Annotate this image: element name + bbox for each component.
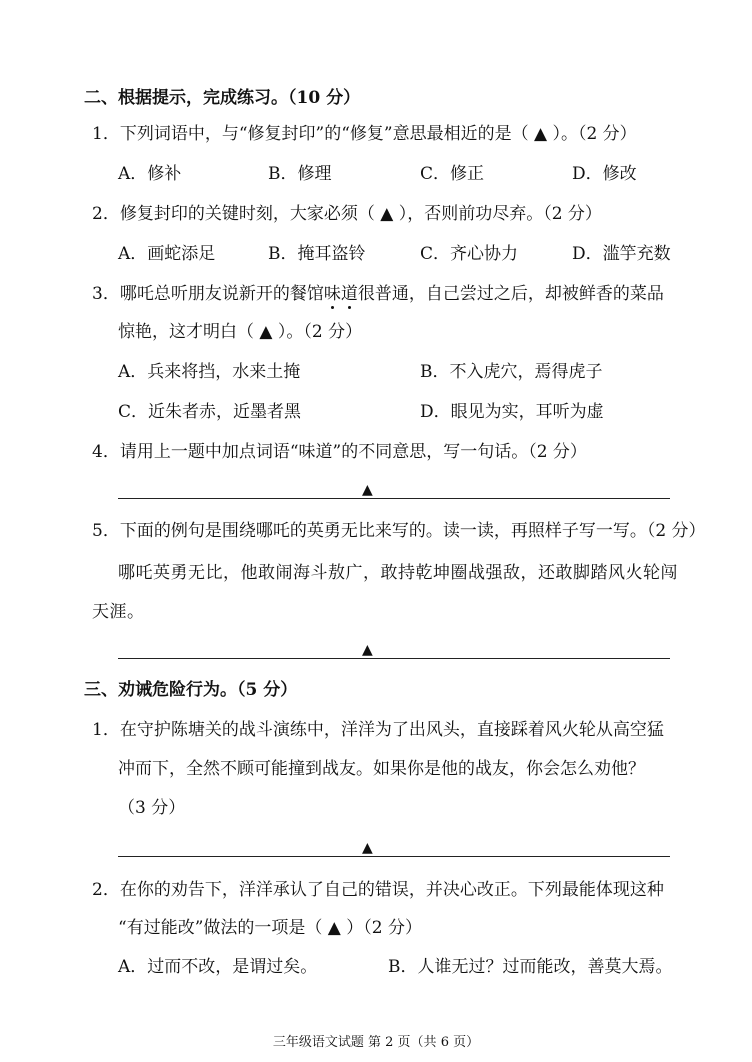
q5-stem: 5．下面的例句是围绕哪吒的英勇无比来写的。读一读，再照样子写一写。（2 分） [92,521,706,541]
emphasis-dot-char: 道 [340,284,358,304]
q1-option-d: D．修改 [572,164,637,184]
q1-stem: 1．下列词语中，与“修复封印”的“修复”意思最相近的是（ ▲ ）。（2 分） [92,124,637,144]
s3-q2-option-a: A．过而不改，是谓过矣。 [118,957,318,977]
q3-line1 [92,282,664,306]
q2-option-b: B．掩耳盗铃 [268,244,366,264]
s3-q1-line3: （3 分） [118,798,186,818]
q4-answer-line[interactable] [118,498,670,499]
s3-q1-answer-line[interactable] [118,856,670,857]
q2-option-d: D．滥竽充数 [572,244,671,264]
q3-option-a: A．兵来将挡，水来土掩 [118,362,301,382]
q5-example-line2: 天涯。 [92,602,145,622]
q3-option-b: B．不入虎穴，焉得虎子 [420,362,603,382]
q1-option-a: A．修补 [118,164,182,184]
q2-option-a: A．画蛇添足 [118,244,216,264]
emphasis-dot-char: 味 [323,284,341,304]
q4-stem: 4．请用上一题中加点词语“味道”的不同意思，写一句话。（2 分） [92,442,587,462]
section3-title: 三、劝诫危险行为。（5 分） [84,680,298,700]
page-footer: 三年级语文试题 第 2 页（共 6 页） [272,1035,480,1050]
s3-q2-line1: 2．在你的劝告下，洋洋承认了自己的错误，并决心改正。下列最能体现这种 [92,880,664,900]
q1-option-b: B．修理 [268,164,332,184]
answer-triangle-icon: ▲ [362,482,373,498]
answer-triangle-icon: ▲ [362,840,373,856]
q3-line2: 惊艳，这才明白（ ▲ ）。（2 分） [118,322,363,342]
q5-answer-line[interactable] [118,658,670,659]
q5-example-line1: 哪吒英勇无比，他敢闹海斗敖广，敢持乾坤圈战强敌，还敢脚踏风火轮闯 [118,563,678,583]
answer-triangle-icon: ▲ [362,642,373,658]
q2-option-c: C．齐心协力 [420,244,519,264]
q3-line1-pre: 3．哪吒总听朋友说新开的餐馆 [92,284,324,304]
q2-stem: 2．修复封印的关键时刻，大家必须（ ▲ ），否则前功尽弃。（2 分） [92,204,602,224]
q3-option-d: D．眼见为实，耳听为虚 [420,402,604,422]
q3-option-c: C．近朱者赤，近墨者黑 [118,402,302,422]
s3-q2-line2: “有过能改”做法的一项是（ ▲ ）（2 分） [118,918,422,938]
s3-q1-line1: 1．在守护陈塘关的战斗演练中，洋洋为了出风头，直接踩着风火轮从高空猛 [92,720,664,740]
q3-line1-post: 很普通，自己尝过之后，却被鲜香的菜品 [357,284,664,304]
q1-option-c: C．修正 [420,164,485,184]
s3-q2-option-b: B．人谁无过？过而能改，善莫大焉。 [388,957,673,977]
section2-title: 二、根据提示，完成练习。（10 分） [84,88,361,108]
s3-q1-line2: 冲而下，全然不顾可能撞到战友。如果你是他的战友，你会怎么劝他？ [118,759,645,779]
